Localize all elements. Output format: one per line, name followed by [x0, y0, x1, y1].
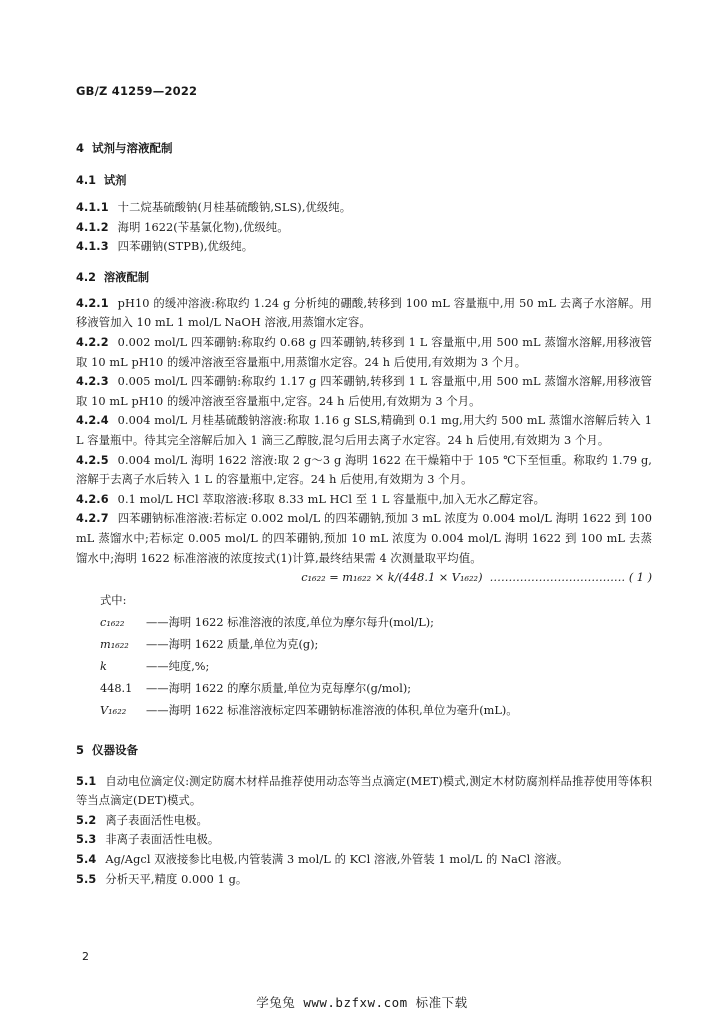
clause-5-4: [76, 850, 652, 870]
clause-4-2-7: [76, 509, 652, 568]
page-number: 2: [82, 950, 89, 963]
clause-number: 4.2.6: [76, 492, 109, 506]
variable-description: ——海明 1622 质量,单位为克(g);: [146, 637, 319, 651]
clause-number: 4.2.7: [76, 512, 109, 526]
variable-symbol: m₁₆₂₂: [100, 637, 129, 651]
standard-code: GB/Z 41259—2022: [76, 84, 198, 98]
clause-text: 离子表面活性电极。: [105, 813, 208, 827]
clause-number: 4.2.3: [76, 375, 109, 389]
where-label: 式中:: [100, 593, 127, 607]
formula-variables: [76, 612, 652, 722]
clause-text: 0.005 mol/L 四苯硼钠:称取约 1.17 g 四苯硼钠,转移到 1 L 容量瓶中,用 500 mL 蒸馏水溶解,用移液管取 10 mL pH10 的缓冲溶液至容量瓶中,定容。24 h 后使用,有效期为 3 个月。: [76, 375, 652, 408]
clause-text: 非离子表面活性电极。: [105, 833, 220, 847]
variable-row: [76, 678, 652, 700]
clause-number: 4.2.4: [76, 414, 109, 428]
clause-text: 0.002 mol/L 四苯硼钠:称取约 0.68 g 四苯硼钠,转移到 1 L 容量瓶中,用 500 mL 蒸馏水溶解,用移液管取 10 mL pH10 的缓冲溶液至容量瓶中,用蒸馏水定容。24 h 后使用,有效期为 3 个月。: [76, 335, 652, 369]
clause-number: 5.4: [76, 853, 97, 867]
section-5-items: [76, 772, 652, 890]
variable-symbol: 448.1: [100, 681, 133, 695]
clause-5-3: [76, 830, 652, 850]
clause-4-1-1: [76, 198, 652, 218]
clause-text: pH10 的缓冲溶液:称取约 1.24 g 分析纯的硼酸,转移到 100 mL 容量瓶中,用 50 mL 去离子水溶解。用移液管加入 10 mL 1 mol/L NaOH 溶液,用蒸馏水定容。: [76, 296, 652, 330]
clause-text: 四苯硼钠标准溶液:若标定 0.002 mol/L 的四苯硼钠,预加 3 mL 浓度为 0.004 mol/L 海明 1622 到 100 mL 蒸馏水中;若标定 0.005 mol/L 的四苯硼钠,预加 10 mL 浓度为 0.004 mol/L 海明 1622 到 100 mL 去蒸馏水中;海明 1622 标准溶液的浓度按式(1)计算,最终结果需 4 次测量取平均值。: [76, 512, 652, 565]
clause-4-1-3: [76, 237, 652, 257]
section-4-2-items: [76, 294, 652, 722]
variable-row: [76, 634, 652, 656]
clause-text: 0.004 mol/L 月桂基硫酸钠溶液:称取 1.16 g SLS,精确到 0.1 mg,用大约 500 mL 蒸馏水溶解后转入 1 L 容量瓶中。待其完全溶解后加入 1 滴三乙醇胺,混匀后用去离子水定容。24 h 后使用,有效期为 3 个月。: [76, 414, 652, 447]
clause-4-2-6: [76, 490, 652, 510]
clause-text: 海明 1622(苄基氯化物),优级纯。: [117, 220, 289, 234]
clause-number: 5.3: [76, 833, 97, 847]
variable-symbol: k: [100, 659, 107, 673]
clause-text: 十二烷基硫酸钠(月桂基硫酸钠,SLS),优级纯。: [117, 201, 352, 214]
clause-5-5: [76, 870, 652, 890]
clause-text: 0.1 mol/L HCl 萃取溶液:移取 8.33 mL HCl 至 1 L 容量瓶中,加入无水乙醇定容。: [117, 492, 545, 506]
clause-text: 四苯硼钠(STPB),优级纯。: [117, 240, 254, 254]
clause-number: 4.1.1: [76, 201, 109, 214]
section-4-2-heading: 4.2 溶液配制: [76, 270, 150, 284]
clause-number: 4.2.5: [76, 453, 109, 467]
clause-text: 分析天平,精度 0.000 1 g。: [105, 872, 248, 886]
variable-description: ——海明 1622 标准溶液的浓度,单位为摩尔每升(mol/L);: [146, 615, 434, 629]
variable-symbol: c₁₆₂₂: [100, 615, 125, 629]
clause-number: 4.1.2: [76, 220, 109, 234]
clause-number: 4.1.3: [76, 240, 109, 254]
clause-4-2-3: [76, 372, 652, 411]
variable-row: [76, 700, 652, 722]
clause-number: 4.2.1: [76, 296, 109, 310]
clause-number: 5.5: [76, 872, 97, 886]
document-body: [76, 140, 652, 889]
clause-number: 5.1: [76, 774, 97, 788]
clause-4-2-1: [76, 294, 652, 333]
variable-description: ——海明 1622 的摩尔质量,单位为克每摩尔(g/mol);: [146, 681, 412, 695]
clause-number: 4.2.2: [76, 335, 109, 349]
variable-symbol: V₁₆₂₂: [100, 703, 127, 717]
clause-4-1-2: [76, 218, 652, 238]
clause-4-2-2: [76, 333, 652, 372]
formula-1: c₁₆₂₂ = m₁₆₂₂ × k/(448.1 × V₁₆₂₂) ……………………………… ( 1 ): [301, 571, 652, 585]
clause-text: Ag/Agcl 双液接参比电极,内管装满 3 mol/L 的 KCl 溶液,外管装 1 mol/L 的 NaCl 溶液。: [105, 853, 569, 867]
clause-5-2: [76, 811, 652, 831]
variable-description: ——纯度,%;: [146, 659, 210, 673]
variable-description: ——海明 1622 标准溶液标定四苯硼钠标准溶液的体积,单位为毫升(mL)。: [146, 703, 518, 717]
section-4-1-heading: 4.1 试剂: [76, 174, 127, 187]
clause-text: 自动电位滴定仪:测定防腐木材样品推荐使用动态等当点滴定(MET)模式,测定木材防腐剂样品推荐使用等体积等当点滴定(DET)模式。: [76, 774, 652, 808]
variable-row: [76, 612, 652, 634]
clause-4-2-5: [76, 451, 652, 490]
clause-text: 0.004 mol/L 海明 1622 溶液:取 2 g～3 g 海明 1622 在干燥箱中于 105 ℃下至恒重。称取约 1.79 g,溶解于去离子水后转入 1 L 的容量瓶中,定容。24 h 后使用,有效期为 3 个月。: [76, 453, 652, 487]
download-watermark: 学兔兔 www.bzfxw.com 标准下载: [256, 995, 468, 1010]
clause-5-1: [76, 772, 652, 811]
section-4-1-items: [76, 198, 652, 257]
clause-4-2-4: [76, 411, 652, 450]
section-4-heading: 4 试剂与溶液配制: [76, 141, 173, 155]
clause-number: 5.2: [76, 813, 97, 827]
variable-row: [76, 656, 652, 678]
section-5-heading: 5 仪器设备: [76, 742, 139, 757]
